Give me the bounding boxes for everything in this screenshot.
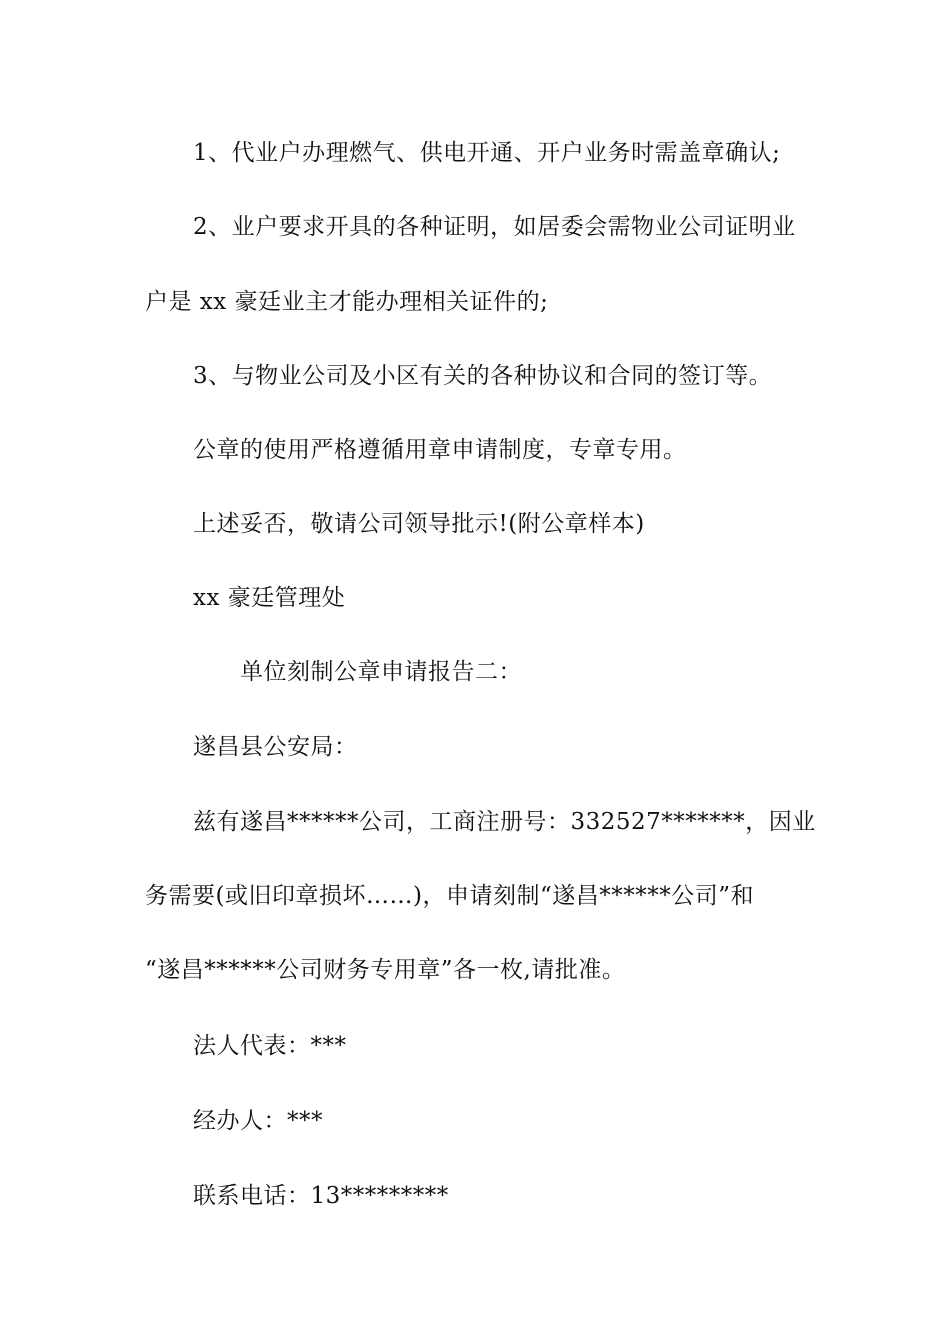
addressee: 遂昌县公安局： bbox=[193, 734, 358, 760]
list-item-1: 1、代业户办理燃气、供电开通、开户业务时需盖章确认; bbox=[193, 140, 781, 166]
legal-representative: 法人代表：*** bbox=[193, 1033, 347, 1059]
report-two-heading: 单位刻制公章申请报告二： bbox=[240, 659, 522, 685]
body-line-3: “遂昌******公司财务专用章”各一枚,请批准。 bbox=[145, 957, 626, 983]
body-line-2: 务需要(或旧印章损坏……)，申请刻制“遂昌******公司”和 bbox=[145, 883, 754, 909]
handler: 经办人：*** bbox=[193, 1108, 323, 1134]
management-office-signature: xx 豪廷管理处 bbox=[193, 585, 346, 611]
list-item-3: 3、与物业公司及小区有关的各种协议和合同的签订等。 bbox=[193, 363, 773, 389]
list-item-2-line-1: 2、业户要求开具的各种证明，如居委会需物业公司证明业 bbox=[193, 214, 796, 240]
approval-request: 上述妥否，敬请公司领导批示!(附公章样本) bbox=[193, 511, 645, 537]
seal-usage-statement: 公章的使用严格遵循用章申请制度，专章专用。 bbox=[193, 437, 687, 463]
list-item-2-line-2: 户是 xx 豪廷业主才能办理相关证件的; bbox=[145, 289, 549, 315]
body-line-1: 兹有遂昌******公司，工商注册号：332527*******，因业 bbox=[193, 809, 816, 835]
contact-phone: 联系电话：13********* bbox=[193, 1183, 449, 1209]
